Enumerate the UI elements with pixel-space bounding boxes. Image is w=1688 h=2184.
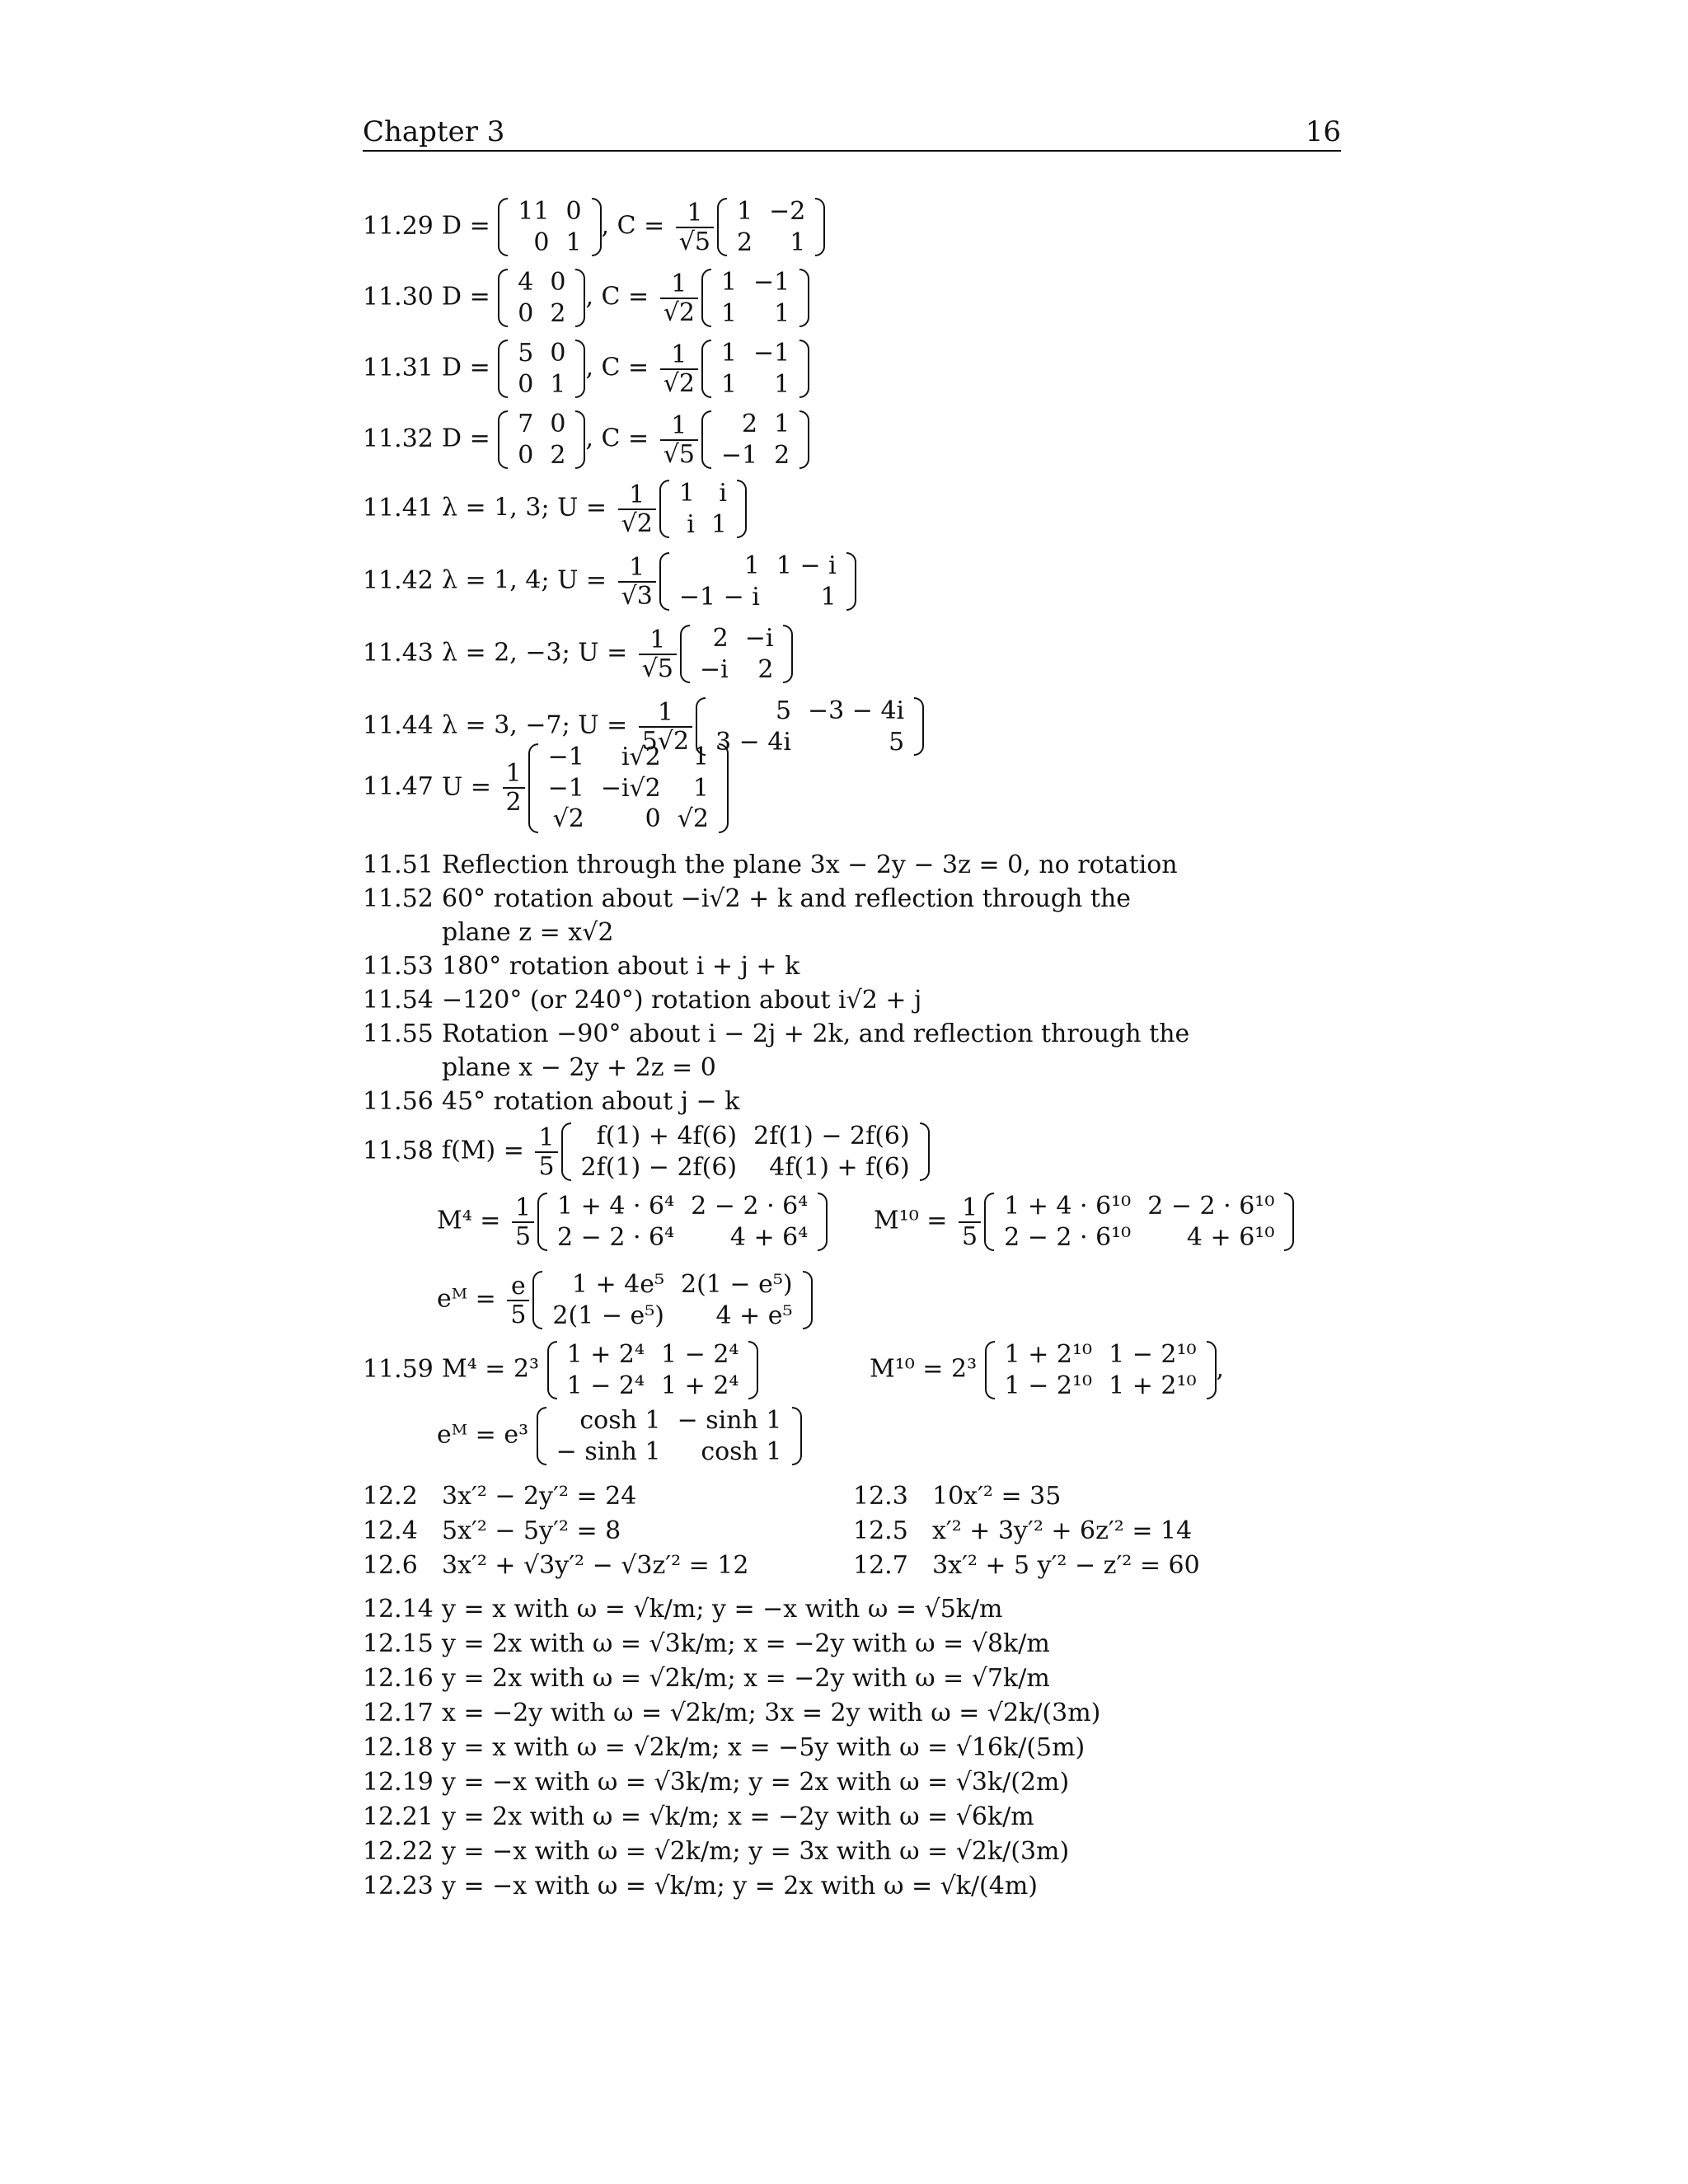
answer-number: 12.16 xyxy=(363,1664,434,1693)
fraction: $\frac{1}{√2}$ xyxy=(618,481,656,537)
matrix-lhs: U = xyxy=(442,772,499,802)
matrix-entry: cosh 1 xyxy=(701,1436,782,1466)
answer-line xyxy=(363,1595,1003,1624)
fraction: $\frac{1}{√5}$ xyxy=(660,412,698,468)
matrix-lhs: D = xyxy=(442,353,499,382)
matrix-entry: 1 xyxy=(550,369,566,399)
matrix-lhs: M⁴ = 2³ xyxy=(442,1354,547,1384)
matrix-entry: 2 xyxy=(774,440,790,470)
answer-line xyxy=(363,1551,748,1581)
matrix-entry: 1 − 2⁴ xyxy=(566,1371,645,1400)
fraction: $\frac{1}{√5}$ xyxy=(639,626,677,682)
answer-line xyxy=(363,851,1178,880)
matrix-entry: 1 + 2⁴ xyxy=(566,1340,645,1369)
matrix-entry: 1 xyxy=(774,410,790,438)
answer-number: 11.42 xyxy=(363,565,434,595)
matrix-d xyxy=(498,338,585,400)
matrix-entry: −1 xyxy=(547,743,584,771)
eigen-text: λ = 3, −7; U = xyxy=(442,710,635,740)
matrix-entry: − sinh 1 xyxy=(677,1406,782,1435)
answer-text: 3x′² + 5 y′² − z′² = 60 xyxy=(932,1551,1200,1580)
matrix-entry: 3 − 4i xyxy=(715,727,792,757)
answer-text: 3x′² + √3y′² − √3z′² = 12 xyxy=(442,1551,749,1580)
matrix-lhs: , C = xyxy=(601,211,673,241)
matrix-lhs: , C = xyxy=(585,282,657,312)
fraction: $\frac{1}{√2}$ xyxy=(660,270,698,326)
matrix-u xyxy=(659,551,856,612)
matrix-entry: 1 xyxy=(743,551,760,580)
matrix-entry: 0 xyxy=(518,440,534,470)
fraction: $\frac{1}{√2}$ xyxy=(660,341,698,397)
matrix-entry: 0 xyxy=(518,369,534,399)
matrix-entry: 1 xyxy=(565,227,582,257)
matrix-entry: 1 xyxy=(774,298,790,328)
answer-text: y = −x with ω = √2k/m; y = 3x with ω = √2k/(3m) xyxy=(442,1837,1070,1866)
answer-text: y = 2x with ω = √3k/m; x = −2y with ω = √8k/m xyxy=(442,1629,1050,1658)
matrix-entry: 1 − 2¹⁰ xyxy=(1109,1340,1197,1369)
answer-number: 11.59 xyxy=(363,1354,434,1384)
matrix-lhs: f(M) = xyxy=(442,1136,532,1165)
answer-line xyxy=(853,1551,1200,1581)
answer-line xyxy=(363,1053,716,1083)
matrix-entry: cosh 1 xyxy=(579,1406,661,1435)
answer-line xyxy=(363,551,856,612)
matrix-entry: 1 xyxy=(692,773,709,803)
answer-line xyxy=(363,267,809,329)
matrix-entry: −1 xyxy=(547,773,584,803)
answer-number: 12.5 xyxy=(853,1516,908,1545)
answer-line xyxy=(363,1516,621,1546)
matrix-entry: i xyxy=(687,509,695,539)
matrix-c xyxy=(701,338,809,400)
answer-line xyxy=(853,1516,1192,1546)
answer-number: 12.2 xyxy=(363,1482,418,1511)
answer-line xyxy=(363,1768,1069,1797)
answer-line xyxy=(363,1121,930,1183)
matrix-lhs: D = xyxy=(442,282,499,312)
matrix-lhs: , C = xyxy=(585,424,657,453)
matrix-em xyxy=(537,1405,802,1467)
matrix-entry: 1 + 4 · 6¹⁰ xyxy=(1004,1192,1132,1221)
fraction: $\frac{1}{5}$ xyxy=(512,1194,534,1250)
matrix-m10 xyxy=(984,1191,1294,1253)
answer-number: 11.41 xyxy=(363,493,434,523)
answer-line xyxy=(363,742,729,835)
matrix-entry: 1 + 2¹⁰ xyxy=(1109,1371,1197,1400)
answer-line xyxy=(870,1339,1224,1401)
matrix-entry: 0 xyxy=(550,268,566,297)
answer-number: 12.15 xyxy=(363,1629,434,1658)
matrix-entry: 4 xyxy=(518,268,534,297)
matrix-entry: i√2 xyxy=(621,743,661,771)
answer-number: 11.31 xyxy=(363,353,434,382)
matrix-entry: 2 xyxy=(757,654,774,684)
answer-text: y = −x with ω = √k/m; y = 2x with ω = √k/(4m) xyxy=(442,1872,1039,1900)
matrix-m4 xyxy=(547,1339,759,1401)
answer-line xyxy=(363,1664,1050,1694)
answer-line xyxy=(363,1087,739,1117)
answer-number: 11.54 xyxy=(363,986,434,1015)
answer-text: −120° (or 240°) rotation about i√2 + j xyxy=(442,986,922,1015)
answer-number: 12.7 xyxy=(853,1551,908,1580)
matrix-entry: −i√2 xyxy=(600,773,661,803)
answer-text: y = x with ω = √2k/m; x = −5y with ω = √16k/(5m) xyxy=(442,1733,1085,1762)
answer-line xyxy=(363,478,747,540)
answer-number: 11.29 xyxy=(363,211,434,241)
matrix-lhs: M⁴ = xyxy=(437,1206,509,1235)
answer-text: 5x′² − 5y′² = 8 xyxy=(442,1516,621,1545)
answer-line xyxy=(363,1802,1034,1832)
answer-number: 11.53 xyxy=(363,952,434,981)
matrix-entry: 1 xyxy=(692,743,709,771)
answer-text: 10x′² = 35 xyxy=(932,1482,1062,1511)
matrix-entry: 2 − 2 · 6⁴ xyxy=(691,1192,809,1221)
matrix-entry: − sinh 1 xyxy=(556,1436,661,1466)
answer-number: 11.55 xyxy=(363,1019,434,1048)
matrix-m4 xyxy=(537,1191,828,1253)
matrix-u xyxy=(696,696,924,757)
matrix-entry: −1 xyxy=(720,440,758,470)
eigen-text: λ = 1, 4; U = xyxy=(442,565,615,595)
answer-number: 12.19 xyxy=(363,1768,434,1797)
matrix-entry: √2 xyxy=(677,804,709,833)
matrix-entry: 5 xyxy=(889,727,905,757)
matrix-d xyxy=(498,409,585,471)
answer-text: y = x with ω = √k/m; y = −x with ω = √5k/m xyxy=(442,1595,1003,1624)
matrix-entry: −1 − i xyxy=(678,582,760,612)
matrix-entry: 1 + 2⁴ xyxy=(661,1371,739,1400)
matrix-entry: 1 xyxy=(774,369,790,399)
answer-number: 11.30 xyxy=(363,282,434,312)
answer-text: x′² + 3y′² + 6z′² = 14 xyxy=(932,1516,1193,1545)
answer-number: 11.43 xyxy=(363,638,434,668)
answer-line xyxy=(363,1629,1050,1659)
answer-line xyxy=(363,1019,1189,1049)
answer-line xyxy=(363,986,921,1015)
matrix-em xyxy=(532,1269,812,1331)
answer-number: 12.6 xyxy=(363,1551,418,1580)
matrix-entry: 4f(1) + f(6) xyxy=(769,1152,910,1182)
answer-text: 45° rotation about j − k xyxy=(442,1087,740,1116)
answer-line xyxy=(363,952,799,982)
matrix-lhs: eᴹ = xyxy=(437,1284,504,1314)
matrix-entry: −2 xyxy=(769,197,806,226)
matrix-lhs: D = xyxy=(442,211,499,241)
answer-number: 12.3 xyxy=(853,1482,908,1511)
answer-text: 3x′² − 2y′² = 24 xyxy=(442,1482,637,1511)
answer-line xyxy=(437,1405,802,1467)
matrix-entry: −1 xyxy=(753,268,790,297)
matrix-entry: −i xyxy=(699,654,729,684)
matrix-u xyxy=(528,742,729,835)
answer-number: 11.56 xyxy=(363,1087,434,1116)
answer-line xyxy=(363,1699,1100,1728)
answer-number: 11.51 xyxy=(363,851,434,879)
matrix-entry: f(1) + 4f(6) xyxy=(596,1122,738,1151)
matrix-entry: 1 − 2⁴ xyxy=(661,1340,739,1369)
answer-line xyxy=(437,1269,813,1331)
matrix-entry: 0 xyxy=(565,197,582,226)
matrix-entry: 4 + 6⁴ xyxy=(729,1222,809,1252)
answer-number: 12.14 xyxy=(363,1595,434,1624)
matrix-m10 xyxy=(985,1339,1217,1401)
answer-text: y = 2x with ω = √k/m; x = −2y with ω = √6k/m xyxy=(442,1802,1034,1831)
answer-line xyxy=(363,196,825,258)
matrix-entry: 2 xyxy=(737,227,753,257)
answer-number: 11.52 xyxy=(363,884,434,913)
matrix-c xyxy=(701,409,809,471)
matrix-entry: 1 xyxy=(737,197,753,226)
matrix-entry: −1 xyxy=(753,339,790,368)
matrix-lhs: eᴹ = e³ xyxy=(437,1420,537,1450)
matrix-u xyxy=(659,478,747,540)
answer-number: 12.17 xyxy=(363,1699,434,1727)
matrix-entry: 2(1 − e⁵) xyxy=(681,1270,793,1299)
matrix-entry: 1 − i xyxy=(776,551,837,580)
matrix-lhs: , C = xyxy=(585,353,657,382)
matrix-entry: 2 − 2 · 6¹⁰ xyxy=(1147,1192,1275,1221)
answer-line xyxy=(363,338,809,400)
answer-number: 12.21 xyxy=(363,1802,434,1831)
answer-line xyxy=(363,884,1131,914)
answer-line xyxy=(363,1339,758,1401)
matrix-lhs: D = xyxy=(442,424,499,453)
matrix-entry: 11 xyxy=(518,197,550,226)
fraction: $\frac{1}{5}$ xyxy=(959,1194,981,1250)
answer-number: 12.22 xyxy=(363,1837,434,1866)
matrix-entry: 1 xyxy=(720,268,737,297)
matrix-entry: 1 + 4e⁵ xyxy=(571,1270,664,1299)
matrix-entry: 2(1 − e⁵) xyxy=(552,1301,664,1330)
answer-line xyxy=(363,1733,1085,1763)
fraction: $\frac{e}{5}$ xyxy=(507,1272,529,1329)
fraction: $\frac{1}{5}$ xyxy=(535,1124,557,1180)
matrix-entry: 0 xyxy=(550,339,566,368)
answer-text: Rotation −90° about i − 2j + 2k, and reflection through the xyxy=(442,1019,1190,1048)
matrix-entry: 0 xyxy=(550,410,566,438)
answer-line xyxy=(874,1191,1294,1253)
chapter-title: Chapter 3 xyxy=(363,115,505,148)
matrix-d xyxy=(498,267,585,329)
matrix-entry: −3 − 4i xyxy=(808,696,905,725)
fraction: $\frac{1}{√5}$ xyxy=(676,199,714,255)
matrix-d xyxy=(498,196,601,258)
answer-text: x = −2y with ω = √2k/m; 3x = 2y with ω = √2k/(3m) xyxy=(442,1699,1101,1727)
matrix-u xyxy=(680,623,793,685)
answer-text: y = 2x with ω = √2k/m; x = −2y with ω = √7k/m xyxy=(442,1664,1050,1693)
matrix-entry: 1 xyxy=(678,479,695,508)
matrix-c xyxy=(717,196,825,258)
answer-line xyxy=(363,1482,636,1511)
matrix-entry: 1 xyxy=(820,582,837,612)
matrix-entry: 1 − 2¹⁰ xyxy=(1004,1371,1093,1400)
answer-number: 11.58 xyxy=(363,1136,434,1165)
answer-number: 11.47 xyxy=(363,772,434,802)
fraction: $\frac{1}{√3}$ xyxy=(618,554,656,610)
matrix-entry: 1 + 2¹⁰ xyxy=(1004,1340,1093,1369)
matrix-lhs: M¹⁰ = xyxy=(874,1206,955,1235)
matrix-entry: 7 xyxy=(518,410,534,438)
matrix-entry: √2 xyxy=(552,804,584,833)
matrix-entry: 5 xyxy=(518,339,534,368)
matrix-entry: 2 xyxy=(550,298,566,328)
answer-text: 180° rotation about i + j + k xyxy=(442,952,800,981)
answer-text: y = −x with ω = √3k/m; y = 2x with ω = √3k/(2m) xyxy=(442,1768,1070,1797)
matrix-entry: 2 xyxy=(550,440,566,470)
answer-text: Reflection through the plane 3x − 2y − 3z = 0, no rotation xyxy=(442,851,1178,879)
answer-line xyxy=(363,623,793,685)
answer-text: plane x − 2y + 2z = 0 xyxy=(442,1053,716,1082)
answer-number: 12.4 xyxy=(363,1516,418,1545)
answer-text: 60° rotation about −i√2 + k and reflection through the xyxy=(442,884,1132,913)
fraction: $\frac{1}{5√2}$ xyxy=(639,699,692,755)
matrix-entry: 1 xyxy=(720,339,737,368)
matrix-c xyxy=(701,267,809,329)
matrix-entry: 2 xyxy=(742,410,758,438)
matrix-entry: 2f(1) − 2f(6) xyxy=(753,1122,910,1151)
fraction: $\frac{1}{2}$ xyxy=(503,760,525,816)
matrix-entry: 0 xyxy=(518,298,534,328)
matrix-entry: 4 + 6¹⁰ xyxy=(1186,1222,1275,1252)
answer-line xyxy=(363,918,613,948)
matrix-entry: 1 xyxy=(720,298,737,328)
matrix-entry: 2f(1) − 2f(6) xyxy=(580,1152,738,1182)
answer-line xyxy=(363,1837,1069,1867)
answer-number: 11.44 xyxy=(363,710,434,740)
matrix-entry: 0 xyxy=(533,227,550,257)
matrix-entry: 1 xyxy=(790,227,806,257)
matrix-lhs: M¹⁰ = 2³ xyxy=(870,1354,985,1384)
matrix-entry: 1 xyxy=(710,509,727,539)
matrix-entry: i xyxy=(719,479,727,508)
answer-number: 11.32 xyxy=(363,424,434,453)
answer-line xyxy=(853,1482,1061,1511)
answer-line xyxy=(437,1191,828,1253)
eigen-text: λ = 1, 3; U = xyxy=(442,493,615,523)
matrix-entry: 1 + 4 · 6⁴ xyxy=(557,1192,675,1221)
matrix-entry: 5 xyxy=(775,696,792,725)
punctuation: , xyxy=(1216,1354,1225,1384)
eigen-text: λ = 2, −3; U = xyxy=(442,638,635,668)
answer-line xyxy=(363,1872,1038,1901)
matrix-entry: 1 xyxy=(720,369,737,399)
matrix-entry: 4 + e⁵ xyxy=(715,1301,793,1330)
page-number: 16 xyxy=(1305,115,1341,148)
matrix-entry: 0 xyxy=(645,804,661,833)
matrix-entry: 2 xyxy=(712,624,729,653)
answer-number: 12.18 xyxy=(363,1733,434,1762)
page-header xyxy=(363,114,1341,152)
matrix-entry: −i xyxy=(744,624,774,653)
answer-line xyxy=(363,409,809,471)
answer-text: plane z = x√2 xyxy=(442,918,614,947)
answer-number: 12.23 xyxy=(363,1872,434,1900)
matrix-entry: 2 − 2 · 6⁴ xyxy=(557,1222,675,1252)
matrix-f xyxy=(561,1121,930,1183)
matrix-entry: 2 − 2 · 6¹⁰ xyxy=(1004,1222,1132,1252)
